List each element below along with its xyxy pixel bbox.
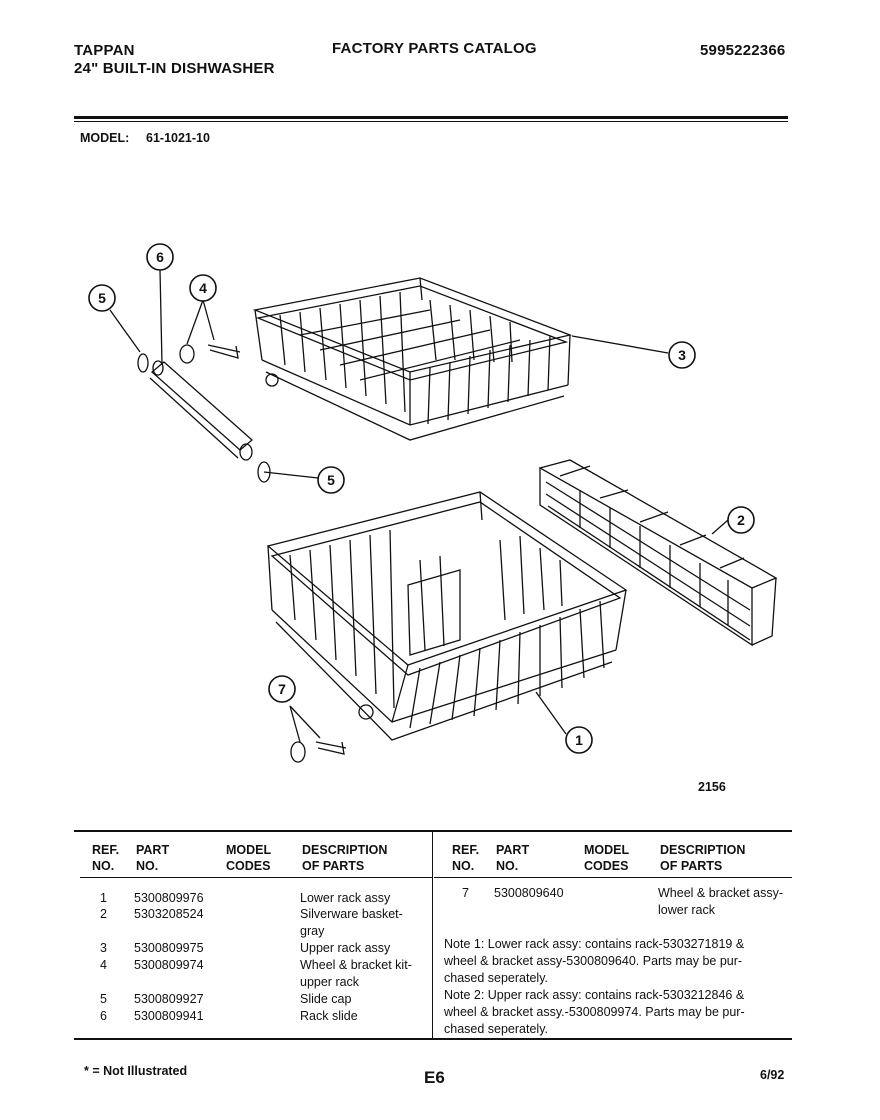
header-ref-no: REF. NO.	[92, 843, 120, 873]
note-1: Note 1: Lower rack assy: contains rack-5303271819 & wheel & bracket assy-5300809640. Parts may be pur- chased seperately.	[444, 937, 745, 985]
wheel-bracket-lower-illustration	[291, 742, 346, 762]
row-part-no: 5300809976	[134, 891, 204, 905]
row-part-no: 5300809941	[134, 1009, 204, 1023]
page-number: E6	[424, 1068, 445, 1087]
callout-label: 6	[156, 249, 164, 265]
row-description: Lower rack assy	[300, 891, 391, 905]
product-name: 24" BUILT-IN DISHWASHER	[74, 60, 275, 77]
lower-rack-illustration	[268, 492, 626, 740]
callout-label: 5	[327, 472, 335, 488]
header-model-codes: MODEL CODES	[226, 843, 272, 873]
model-number: 61-1021-10	[146, 131, 210, 145]
left-header-rule	[80, 877, 432, 878]
header-description-right: DESCRIPTION OF PARTS	[660, 843, 746, 873]
row-ref: 6	[100, 1009, 107, 1023]
callout-label: 7	[278, 681, 286, 697]
wheel-bracket-upper-illustration	[180, 345, 240, 363]
row-description: Slide cap	[300, 992, 352, 1006]
upper-rack-illustration	[255, 278, 570, 440]
callout-label: 3	[678, 347, 686, 363]
rack-slide-illustration	[150, 361, 252, 460]
row-ref: 5	[100, 992, 107, 1006]
right-header-rule	[434, 877, 792, 878]
table-top-rule	[74, 830, 792, 832]
model-label: MODEL:	[80, 131, 130, 145]
row-part-no: 5300809975	[134, 941, 204, 955]
catalog-title: FACTORY PARTS CATALOG	[332, 40, 537, 57]
callout-label: 4	[199, 280, 207, 296]
revision-date: 6/92	[760, 1068, 785, 1082]
brand-name: TAPPAN	[74, 42, 135, 59]
row-description: Rack slide	[300, 1009, 358, 1023]
callout-label: 5	[98, 290, 106, 306]
row-description-cont: lower rack	[658, 903, 715, 917]
row-description: Upper rack assy	[300, 941, 391, 955]
row-ref: 1	[100, 891, 107, 905]
row-description-cont: gray	[300, 924, 325, 938]
row-description: Wheel & bracket assy-	[658, 886, 784, 900]
callout-label: 2	[737, 512, 745, 528]
row-ref: 7	[462, 886, 469, 900]
header-part-no-right: PART NO.	[496, 843, 530, 873]
not-illustrated-legend: * = Not Illustrated	[84, 1064, 188, 1078]
row-part-no: 5300809927	[134, 992, 204, 1006]
row-description: Silverware basket-	[300, 907, 403, 921]
callout-label: 1	[575, 732, 583, 748]
catalog-number: 5995222366	[700, 42, 786, 59]
header-description: DESCRIPTION OF PARTS	[302, 843, 388, 873]
row-part-no: 5300809640	[494, 886, 564, 900]
header-ref-no-right: REF. NO.	[452, 843, 480, 873]
row-part-no: 5300809974	[134, 958, 204, 972]
row-ref: 2	[100, 907, 107, 921]
header-part-no: PART NO.	[136, 843, 170, 873]
figure-number: 2156	[698, 780, 726, 794]
silverware-basket-illustration	[540, 460, 776, 645]
row-description-cont: upper rack	[300, 975, 360, 989]
row-ref: 3	[100, 941, 107, 955]
header-model-codes-right: MODEL CODES	[584, 843, 630, 873]
table-bottom-rule	[74, 1038, 792, 1040]
note-2: Note 2: Upper rack assy: contains rack-5303212846 & wheel & bracket assy.-5300809974. Parts may be pur- chased seperately.	[444, 988, 745, 1036]
table-divider	[432, 832, 433, 1038]
row-description: Wheel & bracket kit-	[300, 958, 412, 972]
row-ref: 4	[100, 958, 107, 972]
row-part-no: 5303208524	[134, 907, 204, 921]
